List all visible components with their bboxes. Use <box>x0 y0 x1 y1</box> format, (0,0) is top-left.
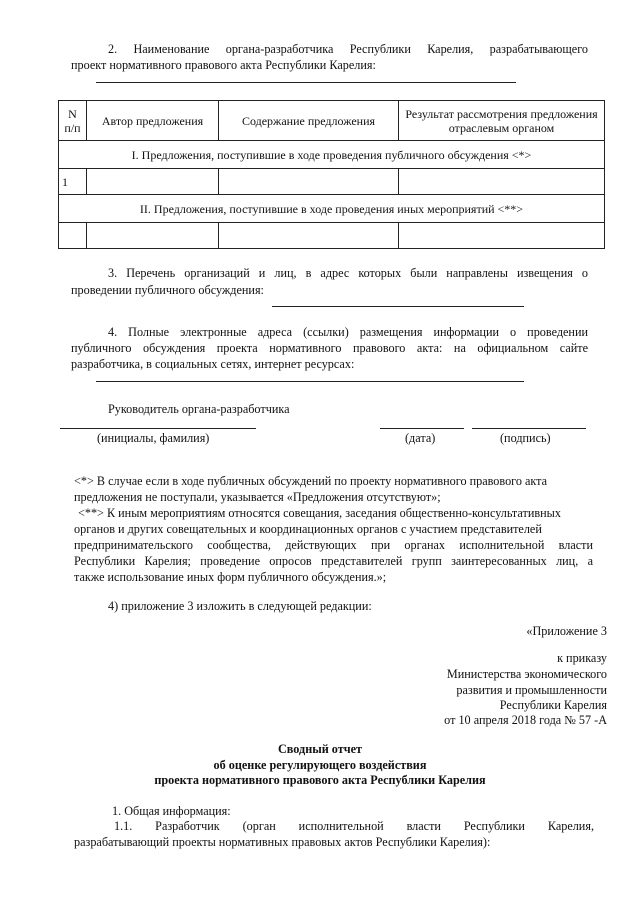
report-title-2: об оценке регулирующего воздействия <box>213 758 427 772</box>
fill-line-section-4 <box>96 381 524 382</box>
table-cell <box>87 223 219 249</box>
section-4-line-3: разработчика, в социальных сетях, интернет ресурсах: <box>71 357 355 371</box>
fill-line-section-2 <box>96 82 516 83</box>
report-title-3: проекта нормативного правового акта Республики Карелия <box>154 773 486 787</box>
header-content: Содержание предложения <box>219 101 399 141</box>
section-4-line-2: публичного обсуждения проекта нормативного правового акта: на официальном сайте <box>71 341 588 355</box>
footnote-2-line-5: также использование иных форм публичного обсуждения.»; <box>74 570 387 584</box>
proposals-table <box>58 100 605 249</box>
appendix-line-4: Республики Карелия <box>499 698 607 712</box>
general-info-line-1: 1.1. Разработчик (орган исполнительной власти Республики Карелия, <box>114 819 594 833</box>
appendix-line-1: к приказу <box>557 651 607 665</box>
table-cell <box>219 169 399 195</box>
appendix-line-2: Министерства экономического <box>446 667 607 681</box>
group-other-events: II. Предложения, поступившие в ходе проведения иных мероприятий <**> <box>59 195 605 223</box>
footnote-2-line-1: <**> К иным мероприятиям относятся совещания, заседания общественно-консультативных <box>78 506 561 520</box>
footnote-2-line-4: Республики Карелия; проведение опросов представителей групп заинтересованных лиц, а <box>74 554 593 568</box>
table-cell <box>59 223 87 249</box>
footnote-1-line-1: <*> В случае если в ходе публичных обсуждений по проекту нормативного правового акта <box>74 474 548 488</box>
header-author: Автор предложения <box>87 101 219 141</box>
signature-line-name <box>60 428 256 429</box>
footnote-2-line-2: органов и других совещательных и координационных органов с участием представителей <box>74 522 542 536</box>
table-cell <box>87 169 219 195</box>
signature-head: Руководитель органа-разработчика <box>108 402 290 416</box>
signature-line-sign <box>472 428 586 429</box>
table-cell <box>399 223 605 249</box>
table-cell <box>399 169 605 195</box>
signature-initials-label: (инициалы, фамилия) <box>97 431 210 445</box>
section-4-line-1: 4. Полные электронные адреса (ссылки) размещения информации о проведении <box>108 325 588 339</box>
section-2-line-2: проект нормативного правового акта Республики Карелия: <box>71 58 376 72</box>
section-3-line-2: проведении публичного обсуждения: <box>71 283 264 297</box>
item-4-amendment: 4) приложение 3 изложить в следующей редакции: <box>108 599 372 613</box>
group-public-discussion: I. Предложения, поступившие в ходе проведения публичного обсуждения <*> <box>59 141 605 169</box>
signature-line-date <box>380 428 464 429</box>
general-info-line-2: разрабатывающий проекты нормативных правовых актов Республики Карелия): <box>74 835 491 849</box>
section-3-line-1: 3. Перечень организаций и лиц, в адрес которых были направлены извещения о <box>108 266 588 280</box>
signature-date-label: (дата) <box>405 431 436 445</box>
appendix-title: «Приложение 3 <box>526 624 607 638</box>
signature-sign-label: (подпись) <box>500 431 551 445</box>
footnote-1-line-2: предложения не поступали, указывается «Предложения отсутствуют»; <box>74 490 441 504</box>
table-row-number: 1 <box>59 169 87 195</box>
section-2-line-1: 2. Наименование органа-разработчика Республики Карелия, разрабатывающего <box>108 42 588 56</box>
header-result: Результат рассмотрения предложения отраслевым органом <box>399 101 605 141</box>
appendix-line-3: развития и промышленности <box>456 683 607 697</box>
table-cell <box>219 223 399 249</box>
fill-line-section-3 <box>272 306 524 307</box>
report-title-1: Сводный отчет <box>277 742 362 756</box>
general-info-heading: 1. Общая информация: <box>112 804 231 818</box>
footnote-2-line-3: предпринимательского сообщества, действующих при органах исполнительной власти <box>74 538 593 552</box>
header-number: N п/п <box>59 101 87 141</box>
appendix-line-5: от 10 апреля 2018 года № 57 -А <box>444 713 607 727</box>
